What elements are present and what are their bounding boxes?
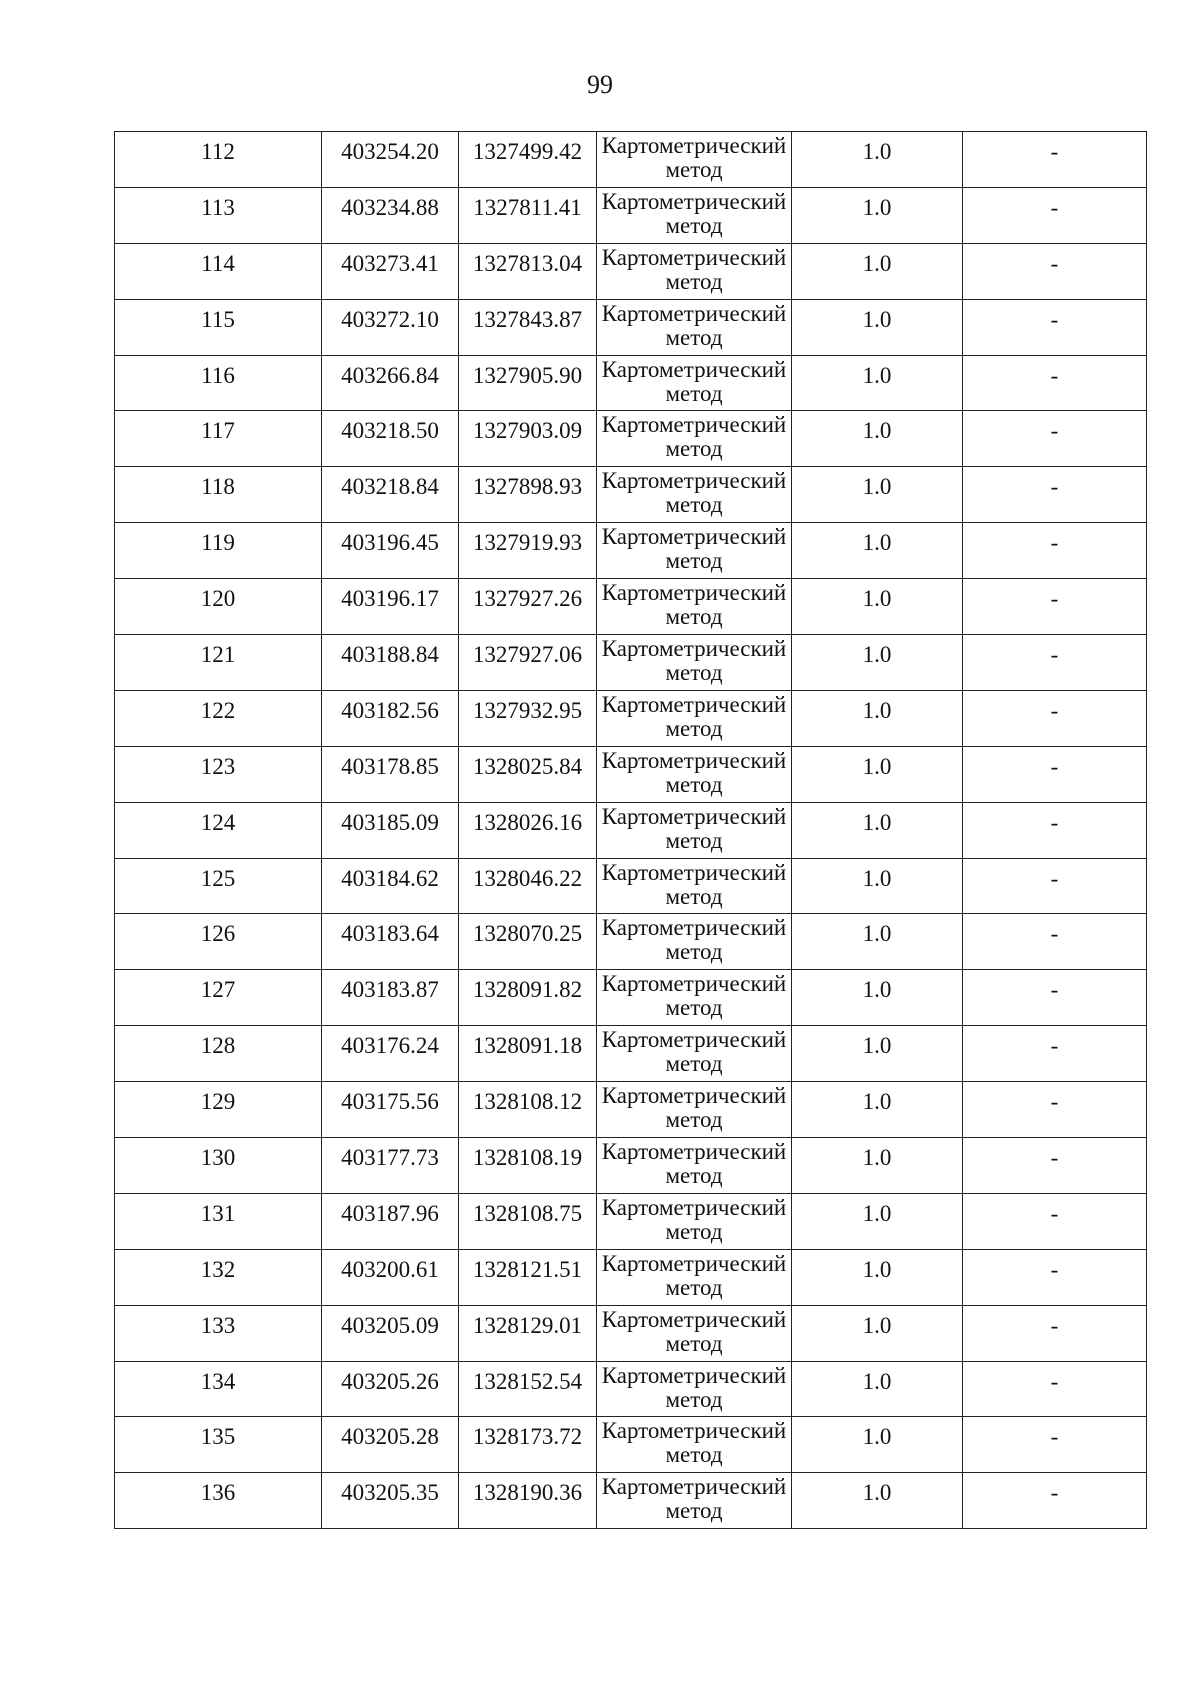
x-coordinate-cell: 403254.20 — [322, 132, 459, 188]
x-coordinate-cell: 403187.96 — [322, 1193, 459, 1249]
method-cell — [597, 1305, 792, 1361]
x-coordinate-cell: 403218.50 — [322, 411, 459, 467]
accuracy-cell: 1.0 — [792, 355, 963, 411]
coordinates-table-body — [115, 132, 1147, 1529]
y-coordinate-cell: 1328152.54 — [459, 1361, 597, 1417]
method-line-2: метод — [665, 715, 723, 741]
point-number-cell: 131 — [115, 1193, 322, 1249]
note-cell: - — [963, 1305, 1147, 1361]
x-coordinate-cell: 403196.45 — [322, 523, 459, 579]
accuracy-cell: 1.0 — [792, 411, 963, 467]
accuracy-cell: 1.0 — [792, 802, 963, 858]
method-line-2: метод — [665, 1386, 723, 1412]
method-line-1: Картометрический — [601, 1362, 787, 1388]
note-cell: - — [963, 802, 1147, 858]
method-cell — [597, 467, 792, 523]
accuracy-cell: 1.0 — [792, 1417, 963, 1473]
method-cell — [597, 1361, 792, 1417]
method-line-2: метод — [665, 1442, 723, 1468]
method-line-1: Картометрический — [601, 524, 787, 550]
table-row — [115, 1249, 1147, 1305]
table-row — [115, 1473, 1147, 1529]
method-line-2: метод — [665, 436, 723, 462]
method-cell — [597, 635, 792, 691]
table-row — [115, 467, 1147, 523]
method-line-2: метод — [665, 548, 723, 574]
y-coordinate-cell: 1328026.16 — [459, 802, 597, 858]
x-coordinate-cell: 403205.09 — [322, 1305, 459, 1361]
y-coordinate-cell: 1328091.82 — [459, 970, 597, 1026]
x-coordinate-cell: 403196.17 — [322, 579, 459, 635]
method-cell — [597, 858, 792, 914]
method-line-2: метод — [665, 268, 723, 294]
point-number-cell: 123 — [115, 746, 322, 802]
note-cell: - — [963, 299, 1147, 355]
method-line-1: Картометрический — [601, 1306, 787, 1332]
accuracy-cell: 1.0 — [792, 579, 963, 635]
method-cell — [597, 1193, 792, 1249]
point-number-cell: 134 — [115, 1361, 322, 1417]
method-line-1: Картометрический — [601, 412, 787, 438]
x-coordinate-cell: 403266.84 — [322, 355, 459, 411]
table-row — [115, 970, 1147, 1026]
method-line-1: Картометрический — [601, 1418, 787, 1444]
accuracy-cell: 1.0 — [792, 243, 963, 299]
y-coordinate-cell: 1328046.22 — [459, 858, 597, 914]
method-line-2: метод — [665, 660, 723, 686]
accuracy-cell: 1.0 — [792, 635, 963, 691]
accuracy-cell: 1.0 — [792, 1305, 963, 1361]
y-coordinate-cell: 1327927.06 — [459, 635, 597, 691]
x-coordinate-cell: 403272.10 — [322, 299, 459, 355]
note-cell: - — [963, 1026, 1147, 1082]
note-cell: - — [963, 132, 1147, 188]
note-cell: - — [963, 1361, 1147, 1417]
table-row — [115, 187, 1147, 243]
point-number-cell: 121 — [115, 635, 322, 691]
y-coordinate-cell: 1328091.18 — [459, 1026, 597, 1082]
method-line-2: метод — [665, 1498, 723, 1524]
method-cell — [597, 243, 792, 299]
note-cell: - — [963, 355, 1147, 411]
x-coordinate-cell: 403175.56 — [322, 1082, 459, 1138]
table-row — [115, 690, 1147, 746]
y-coordinate-cell: 1328190.36 — [459, 1473, 597, 1529]
x-coordinate-cell: 403176.24 — [322, 1026, 459, 1082]
method-line-2: метод — [665, 827, 723, 853]
accuracy-cell: 1.0 — [792, 914, 963, 970]
method-cell — [597, 690, 792, 746]
accuracy-cell: 1.0 — [792, 746, 963, 802]
y-coordinate-cell: 1328025.84 — [459, 746, 597, 802]
x-coordinate-cell: 403183.64 — [322, 914, 459, 970]
method-line-1: Картометрический — [601, 1083, 787, 1109]
method-cell — [597, 355, 792, 411]
note-cell: - — [963, 523, 1147, 579]
method-cell — [597, 746, 792, 802]
note-cell: - — [963, 1138, 1147, 1194]
method-line-2: метод — [665, 1330, 723, 1356]
note-cell: - — [963, 1193, 1147, 1249]
note-cell: - — [963, 1473, 1147, 1529]
x-coordinate-cell: 403184.62 — [322, 858, 459, 914]
method-line-2: метод — [665, 604, 723, 630]
point-number-cell: 125 — [115, 858, 322, 914]
table-row — [115, 299, 1147, 355]
method-line-1: Картометрический — [601, 580, 787, 606]
method-line-1: Картометрический — [601, 468, 787, 494]
method-line-1: Картометрический — [601, 971, 787, 997]
point-number-cell: 113 — [115, 187, 322, 243]
method-cell — [597, 1026, 792, 1082]
note-cell: - — [963, 1082, 1147, 1138]
method-line-2: метод — [665, 1163, 723, 1189]
accuracy-cell: 1.0 — [792, 1361, 963, 1417]
point-number-cell: 135 — [115, 1417, 322, 1473]
method-line-2: метод — [665, 212, 723, 238]
method-line-2: метод — [665, 995, 723, 1021]
x-coordinate-cell: 403200.61 — [322, 1249, 459, 1305]
point-number-cell: 118 — [115, 467, 322, 523]
y-coordinate-cell: 1328108.12 — [459, 1082, 597, 1138]
method-cell — [597, 187, 792, 243]
x-coordinate-cell: 403177.73 — [322, 1138, 459, 1194]
table-row — [115, 1193, 1147, 1249]
y-coordinate-cell: 1327898.93 — [459, 467, 597, 523]
accuracy-cell: 1.0 — [792, 1138, 963, 1194]
accuracy-cell: 1.0 — [792, 187, 963, 243]
method-cell — [597, 914, 792, 970]
table-row — [115, 1138, 1147, 1194]
x-coordinate-cell: 403188.84 — [322, 635, 459, 691]
note-cell: - — [963, 746, 1147, 802]
table-row — [115, 243, 1147, 299]
method-line-1: Картометрический — [601, 1139, 787, 1165]
point-number-cell: 136 — [115, 1473, 322, 1529]
y-coordinate-cell: 1327927.26 — [459, 579, 597, 635]
accuracy-cell: 1.0 — [792, 690, 963, 746]
x-coordinate-cell: 403178.85 — [322, 746, 459, 802]
page-number: 99 — [587, 70, 613, 99]
point-number-cell: 112 — [115, 132, 322, 188]
point-number-cell: 127 — [115, 970, 322, 1026]
method-line-2: метод — [665, 324, 723, 350]
table-row — [115, 1417, 1147, 1473]
point-number-cell: 119 — [115, 523, 322, 579]
method-line-1: Картометрический — [601, 691, 787, 717]
table-row — [115, 858, 1147, 914]
note-cell: - — [963, 858, 1147, 914]
note-cell: - — [963, 635, 1147, 691]
point-number-cell: 133 — [115, 1305, 322, 1361]
method-cell — [597, 1417, 792, 1473]
accuracy-cell: 1.0 — [792, 858, 963, 914]
x-coordinate-cell: 403185.09 — [322, 802, 459, 858]
method-line-2: метод — [665, 157, 723, 182]
note-cell: - — [963, 970, 1147, 1026]
accuracy-cell: 1.0 — [792, 1473, 963, 1529]
x-coordinate-cell: 403183.87 — [322, 970, 459, 1026]
method-cell — [597, 1138, 792, 1194]
y-coordinate-cell: 1327499.42 — [459, 132, 597, 188]
method-line-2: метод — [665, 492, 723, 518]
table-row — [115, 579, 1147, 635]
method-line-1: Картометрический — [601, 300, 787, 326]
method-line-2: метод — [665, 1218, 723, 1244]
table-row — [115, 1361, 1147, 1417]
point-number-cell: 129 — [115, 1082, 322, 1138]
method-line-1: Картометрический — [601, 1250, 787, 1276]
coordinates-table — [114, 131, 1147, 1529]
table-row — [115, 746, 1147, 802]
note-cell: - — [963, 243, 1147, 299]
point-number-cell: 132 — [115, 1249, 322, 1305]
table-row — [115, 411, 1147, 467]
method-cell — [597, 523, 792, 579]
method-cell — [597, 1082, 792, 1138]
table-row — [115, 132, 1147, 188]
accuracy-cell: 1.0 — [792, 299, 963, 355]
method-cell — [597, 132, 792, 188]
x-coordinate-cell: 403205.26 — [322, 1361, 459, 1417]
x-coordinate-cell: 403205.28 — [322, 1417, 459, 1473]
method-cell — [597, 299, 792, 355]
method-cell — [597, 970, 792, 1026]
y-coordinate-cell: 1327905.90 — [459, 355, 597, 411]
table-row — [115, 523, 1147, 579]
accuracy-cell: 1.0 — [792, 523, 963, 579]
point-number-cell: 117 — [115, 411, 322, 467]
point-number-cell: 116 — [115, 355, 322, 411]
y-coordinate-cell: 1328173.72 — [459, 1417, 597, 1473]
y-coordinate-cell: 1328121.51 — [459, 1249, 597, 1305]
note-cell: - — [963, 411, 1147, 467]
x-coordinate-cell: 403218.84 — [322, 467, 459, 523]
table-row — [115, 1026, 1147, 1082]
note-cell: - — [963, 187, 1147, 243]
accuracy-cell: 1.0 — [792, 970, 963, 1026]
method-line-1: Картометрический — [601, 1027, 787, 1053]
method-line-2: метод — [665, 1051, 723, 1077]
point-number-cell: 122 — [115, 690, 322, 746]
method-line-1: Картометрический — [601, 244, 787, 270]
x-coordinate-cell: 403273.41 — [322, 243, 459, 299]
x-coordinate-cell: 403234.88 — [322, 187, 459, 243]
x-coordinate-cell: 403205.35 — [322, 1473, 459, 1529]
method-line-1: Картометрический — [601, 636, 787, 662]
accuracy-cell: 1.0 — [792, 467, 963, 523]
method-line-2: метод — [665, 1274, 723, 1300]
accuracy-cell: 1.0 — [792, 1026, 963, 1082]
x-coordinate-cell: 403182.56 — [322, 690, 459, 746]
y-coordinate-cell: 1328070.25 — [459, 914, 597, 970]
point-number-cell: 128 — [115, 1026, 322, 1082]
y-coordinate-cell: 1327813.04 — [459, 243, 597, 299]
method-line-1: Картометрический — [601, 356, 787, 382]
method-line-2: метод — [665, 771, 723, 797]
point-number-cell: 124 — [115, 802, 322, 858]
accuracy-cell: 1.0 — [792, 1082, 963, 1138]
method-line-1: Картометрический — [601, 747, 787, 773]
note-cell: - — [963, 1249, 1147, 1305]
point-number-cell: 120 — [115, 579, 322, 635]
method-cell — [597, 1473, 792, 1529]
point-number-cell: 114 — [115, 243, 322, 299]
method-line-1: Картометрический — [601, 1194, 787, 1220]
method-line-1: Картометрический — [601, 188, 787, 214]
accuracy-cell: 1.0 — [792, 1249, 963, 1305]
table-row — [115, 355, 1147, 411]
method-line-2: метод — [665, 380, 723, 406]
method-line-2: метод — [665, 883, 723, 909]
y-coordinate-cell: 1327843.87 — [459, 299, 597, 355]
table-row — [115, 802, 1147, 858]
method-line-2: метод — [665, 1107, 723, 1133]
y-coordinate-cell: 1328108.19 — [459, 1138, 597, 1194]
method-cell — [597, 1249, 792, 1305]
accuracy-cell: 1.0 — [792, 1193, 963, 1249]
method-cell — [597, 411, 792, 467]
method-line-1: Картометрический — [601, 859, 787, 885]
point-number-cell: 126 — [115, 914, 322, 970]
method-cell — [597, 579, 792, 635]
y-coordinate-cell: 1327932.95 — [459, 690, 597, 746]
method-line-1: Картометрический — [601, 1474, 787, 1500]
method-line-1: Картометрический — [601, 803, 787, 829]
y-coordinate-cell: 1328108.75 — [459, 1193, 597, 1249]
accuracy-cell: 1.0 — [792, 132, 963, 188]
y-coordinate-cell: 1327919.93 — [459, 523, 597, 579]
note-cell: - — [963, 914, 1147, 970]
table-row — [115, 1082, 1147, 1138]
note-cell: - — [963, 1417, 1147, 1473]
y-coordinate-cell: 1328129.01 — [459, 1305, 597, 1361]
table-row — [115, 635, 1147, 691]
note-cell: - — [963, 579, 1147, 635]
method-line-2: метод — [665, 939, 723, 965]
point-number-cell: 115 — [115, 299, 322, 355]
method-line-1: Картометрический — [601, 133, 787, 158]
table-row — [115, 914, 1147, 970]
table-row — [115, 1305, 1147, 1361]
y-coordinate-cell: 1327903.09 — [459, 411, 597, 467]
note-cell: - — [963, 690, 1147, 746]
method-line-1: Картометрический — [601, 915, 787, 941]
method-cell — [597, 802, 792, 858]
y-coordinate-cell: 1327811.41 — [459, 187, 597, 243]
point-number-cell: 130 — [115, 1138, 322, 1194]
note-cell: - — [963, 467, 1147, 523]
